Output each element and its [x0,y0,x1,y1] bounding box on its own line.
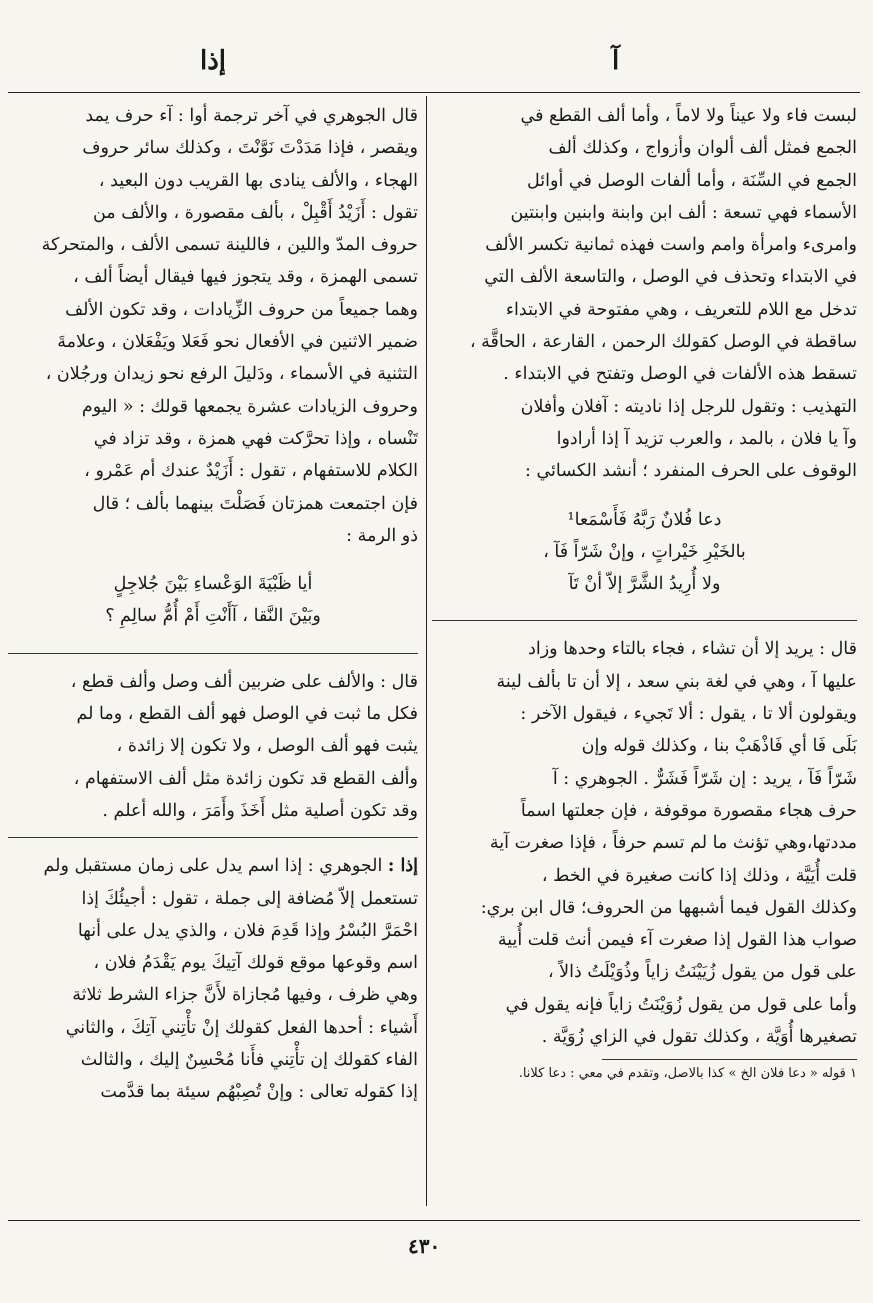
page-number: ٤٣٠ [408,1234,441,1258]
text-line: ساقطة في الوصل كقولك الرحمن ، القارعة ، الحاقَّة ، [469,332,857,353]
entry-first-line [8,850,418,882]
text-line: تدخل مع اللام للتعريف ، وهي مفتوحة في الابتداء [505,299,857,320]
text-line: أَشياء : أحدها الفعل كقولك إنْ تأْتِني آتِكَ ، والثاني [65,1017,418,1038]
text-line: تَنْساه ، وإذا تحرَّكت فهي همزة ، وقد تزاد في [93,428,418,449]
text-line: حروف المدّ واللين ، فاللينة تسمى الألف ، والمتحركة [41,235,418,256]
text-line: الجمع في السِّنَة ، وأما ألفات الوصل في أوائل [527,170,857,191]
verse-line: ولا أُرِيدُ الشَّرَّ إلاّ أنْ تَآ [568,574,721,595]
text-line: ذو الرمة : [346,525,418,546]
text-line: وألف القطع قد تكون زائدة مثل ألف الاستفهام ، [73,768,418,789]
text-line: على قول من يقول زُيَيْنَتُ زاياً وذُوَيْلَتُ ذالاً ، [547,962,857,983]
text-line: الجمع فمثل ألف ألوان وأزواج ، وكذلك ألف [548,138,857,159]
text-line: وحروف الزيادات عشرة يجمعها قولك : « اليوم [81,396,418,417]
text-line: وكذلك القول فيما أشبهها من الحروف؛ قال ابن بري: [480,897,857,918]
text-line: صواب هذا القول إذا صغرت آء فيمن أنث قلت أُيية [497,930,857,951]
left-para-2 [8,666,418,827]
footer-rule [8,1220,860,1221]
section-rule [8,837,418,838]
text-line: تسقط هذه الألفات في الوصل وتفتح في الابتداء . [503,364,857,385]
text-line: ضمير الاثنين في الأفعال نحو فَعَلا ويَفْعَلان ، وعلامةَ [57,332,418,353]
text-line: وآ يا فلان ، بالمد ، والعرب تزيد آ إذا أرادوا [556,428,857,449]
footnote: ١ قوله « دعا فلان الخ » كذا بالاصل، وتقدم في معي : دعا كلانا. [518,1066,857,1082]
header-rule [8,92,860,93]
text-line: ويقصر ، فإذا مَدَدْتَ نَوَّنْتَ ، وكذلك سائر حروف [82,138,418,159]
text-line: تستعمل إلاّ مُضافة إلى جملة ، تقول : أجيئُكَ إذا [81,888,418,909]
text-line: الوقوف على الحرف المنفرد ؛ أنشد الكسائي : [525,461,857,482]
text-line: الهجاء ، والألف ينادى بها القريب دون البعيد ، [98,170,418,191]
left-column [8,100,418,1109]
text-line: وامرىء وامرأة وامم واست فهذه ثمانية تكسر الألف [485,235,857,256]
text-line: الكلام للاستفهام ، تقول : أَزَيْدٌ عندك أم عَمْرو ، [84,461,418,482]
text-line: اسم وقوعها موقع قولك آتِيكَ يوم يَقْدَمُ فلان ، [93,953,418,974]
text-line: وقد تكون أصلية مثل أَخَذَ وأَمَرَ ، والله أعلم . [102,800,418,821]
text-line: تسمى الهمزة ، وقد يتجوز فيها فيقال أيضاً ألف ، [73,267,418,288]
entry-idha [8,850,418,1108]
section-rule [8,653,418,654]
left-headword: إذا [200,46,227,76]
right-headword: آ [612,46,620,76]
text-line: تقول : أَزَيْدُ أَقْبِلْ ، بألف مقصورة ، والألف من [92,202,418,223]
text-line: شَرّاً فَآ ، يريد : إن شَرّاً فَشَرٌّ . الجوهري : آ [552,768,857,789]
text-line: قال الجوهري في آخر ترجمة أوا : آء حرف يمد [85,106,418,126]
right-para-1 [432,100,857,488]
text-line: قال : والألف على ضربين ألف وصل وألف قطع ، [70,671,418,692]
text-line: تصغيرها أُوَيَّة ، وكذلك تقول في الزاي زُوَيَّة . [541,1027,857,1048]
text-line: التهذيب : وتقول للرجل إذا ناديته : آفلان وأفلان [520,396,857,417]
text-line: وهي ظرف ، وفيها مُجازاة لأَنَّ جزاء الشرط ثلاثة [72,985,418,1006]
verse-line: أيا ظَبْيَةَ الوَعْساءِ بَيْنَ جُلاجِلٍ [113,574,313,595]
section-rule [432,620,857,621]
verse-line: بالخَيْرِ خَيْراتٍ ، وإنْ شَرّاً فَآ ، [543,541,746,562]
text-line: وهما جميعاً من حروف الزِّيادات ، وقد تكون الألف [65,299,418,320]
left-para-1 [8,100,418,552]
column-divider [426,96,427,1206]
entry-first-text: الجوهري : إذا اسم يدل على زمان مستقبل ولم [43,856,388,877]
text-line: بَلَى فَا أي فَاذْهَبْ بنا ، وكذلك قوله وإن [581,736,857,757]
text-line: التثنية في الأسماء ، ودَليلَ الرفع نحو زيدان ورجُلان ، [45,364,418,385]
left-verses [8,568,418,633]
text-line: الفاء كقولك إن تأْتِني فأَنا مُحْسِنٌ إليك ، والثالث [80,1050,418,1071]
footnote-rule [602,1059,857,1060]
text-line: مددتها،وهي تؤنث ما لم تسم حرفاً ، فإذا صغرت آية [489,833,857,854]
text-line: في الابتداء وتحذف في الوصل ، والتاسعة الألف التي [484,267,857,288]
entry-headword: إذا : [387,856,418,877]
text-line: وأما على قول من يقول زُوَيْنَتُ زاياً فإنه يقول في [505,994,857,1015]
text-line: قال : يريد إلا أن تشاء ، فجاء بالتاء وحدها وزاد [528,639,857,660]
text-line: فكل ما ثبت في الوصل فهو ألف القطع ، وما لم [76,704,418,725]
text-line: ويقولون ألا تا ، يقول : ألا تَجيء ، فيقول الآخر : [520,704,857,725]
text-line: فإن اجتمعت همزتان فَصَلْتَ بينهما بألف ؛ قال [92,493,418,514]
text-line: إذا كقوله تعالى : وإنْ تُصِبْهُم سيئة بما قدَّمت [100,1082,418,1103]
text-line: حرف هجاء مقصورة موقوفة ، فإن جعلتها اسماً [520,800,857,821]
text-line: احْمَرَّ البُسْرُ وإذا قَدِمَ فلان ، والذي يدل على أنها [77,920,418,941]
text-line: قلت أُيَيَّة ، وذلك إذا كانت صغيرة في الخط ، [541,865,857,886]
text-line: عليها آ ، وهي في لغة بني سعد ، إلا أن تا بألف لينة [496,671,857,692]
text-line: يثبت فهو ألف الوصل ، ولا تكون إلا زائدة ، [116,736,418,757]
text-line: الأسماء فهي تسعة : ألف ابن وابنة وابنين وابنتين [510,202,857,223]
right-column [432,100,857,1084]
verse-line: وبَيْنَ النَّقا ، آأَنْتِ أَمْ أُمُّ سالِمِ ؟ [105,606,321,627]
right-verses [432,504,857,601]
verse-line: دعا فُلانٌ رَبَّهُ فَأَسْمَعا¹ [567,509,722,530]
text-line: لبست فاء ولا عيناً ولا لاماً ، وأما ألف القطع في [520,106,857,126]
right-para-2 [432,633,857,1053]
